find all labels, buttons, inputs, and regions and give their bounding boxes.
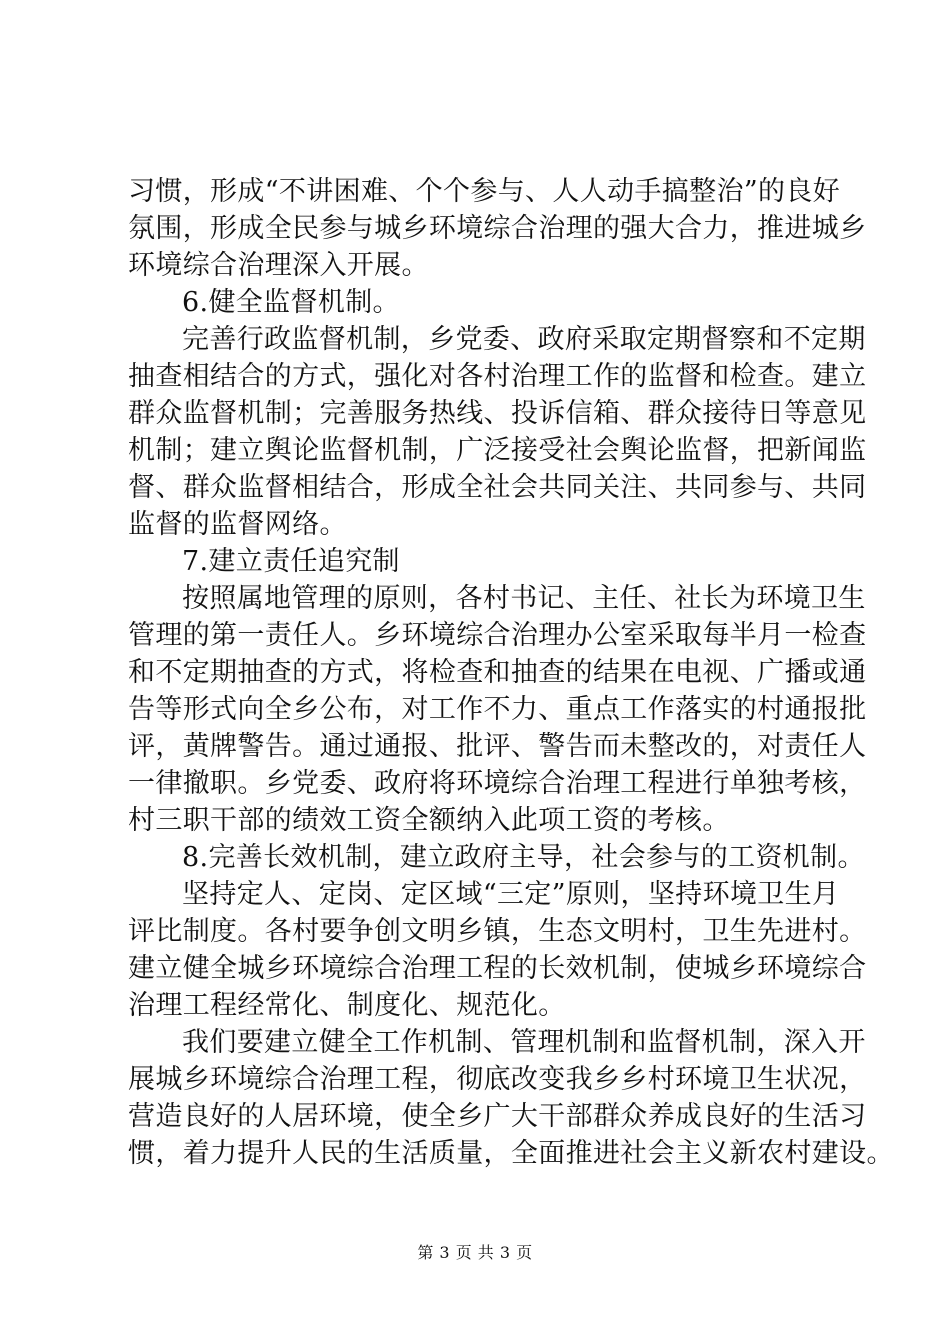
- section-heading: 8.完善长效机制，建立政府主导，社会参与的工资机制。: [182, 842, 865, 873]
- paragraph-line: 评比制度。各村要争创文明乡镇，生态文明村，卫生先进村。: [128, 916, 867, 947]
- paragraph-line: 和不定期抽查的方式，将检查和抽查的结果在电视、广播或通: [128, 657, 867, 688]
- document-body: [128, 173, 894, 1172]
- paragraph-line: 评，黄牌警告。通过通报、批评、警告而未整改的，对责任人: [128, 731, 867, 762]
- paragraph-line: 环境综合治理深入开展。: [128, 250, 429, 281]
- paragraph-line: 督、群众监督相结合，形成全社会共同关注、共同参与、共同: [128, 472, 867, 503]
- paragraph-line: 监督的监督网络。: [128, 509, 347, 540]
- paragraph-line: 治理工程经常化、制度化、规范化。: [128, 990, 566, 1021]
- section-heading: 7.建立责任追究制: [182, 546, 400, 577]
- paragraph-line: 告等形式向全乡公布，对工作不力、重点工作落实的村通报批: [128, 694, 867, 725]
- paragraph-line: 我们要建立健全工作机制、管理机制和监督机制，深入开: [182, 1027, 866, 1058]
- paragraph-line: 一律撤职。乡党委、政府将环境综合治理工程进行单独考核，: [128, 768, 867, 799]
- paragraph-line: 展城乡环境综合治理工程，彻底改变我乡乡村环境卫生状况，: [128, 1064, 867, 1095]
- paragraph-line: 群众监督机制；完善服务热线、投诉信箱、群众接待日等意见: [128, 398, 867, 429]
- paragraph-line: 抽查相结合的方式，强化对各村治理工作的监督和检查。建立: [128, 361, 867, 392]
- paragraph-line: 习惯，形成“不讲困难、个个参与、人人动手搞整治”的良好: [128, 176, 841, 207]
- paragraph-line: 村三职干部的绩效工资全额纳入此项工资的考核。: [128, 805, 730, 836]
- page-number-footer: 第 3 页 共 3 页: [417, 1243, 533, 1262]
- paragraph-line: 惯，着力提升人民的生活质量，全面推进社会主义新农村建设。: [128, 1138, 894, 1169]
- paragraph-line: 氛围，形成全民参与城乡环境综合治理的强大合力，推进城乡: [128, 213, 867, 244]
- paragraph-line: 按照属地管理的原则，各村书记、主任、社长为环境卫生: [182, 583, 866, 614]
- paragraph-line: 营造良好的人居环境，使全乡广大干部群众养成良好的生活习: [128, 1101, 867, 1132]
- paragraph-line: 坚持定人、定岗、定区域“三定”原则，坚持环境卫生月: [182, 879, 840, 910]
- paragraph-line: 机制；建立舆论监督机制，广泛接受社会舆论监督，把新闻监: [128, 435, 867, 466]
- paragraph-line: 管理的第一责任人。乡环境综合治理办公室采取每半月一检查: [128, 620, 867, 651]
- section-heading: 6.健全监督机制。: [182, 287, 400, 318]
- paragraph-line: 完善行政监督机制，乡党委、政府采取定期督察和不定期: [182, 324, 866, 355]
- paragraph-line: 建立健全城乡环境综合治理工程的长效机制，使城乡环境综合: [128, 953, 867, 984]
